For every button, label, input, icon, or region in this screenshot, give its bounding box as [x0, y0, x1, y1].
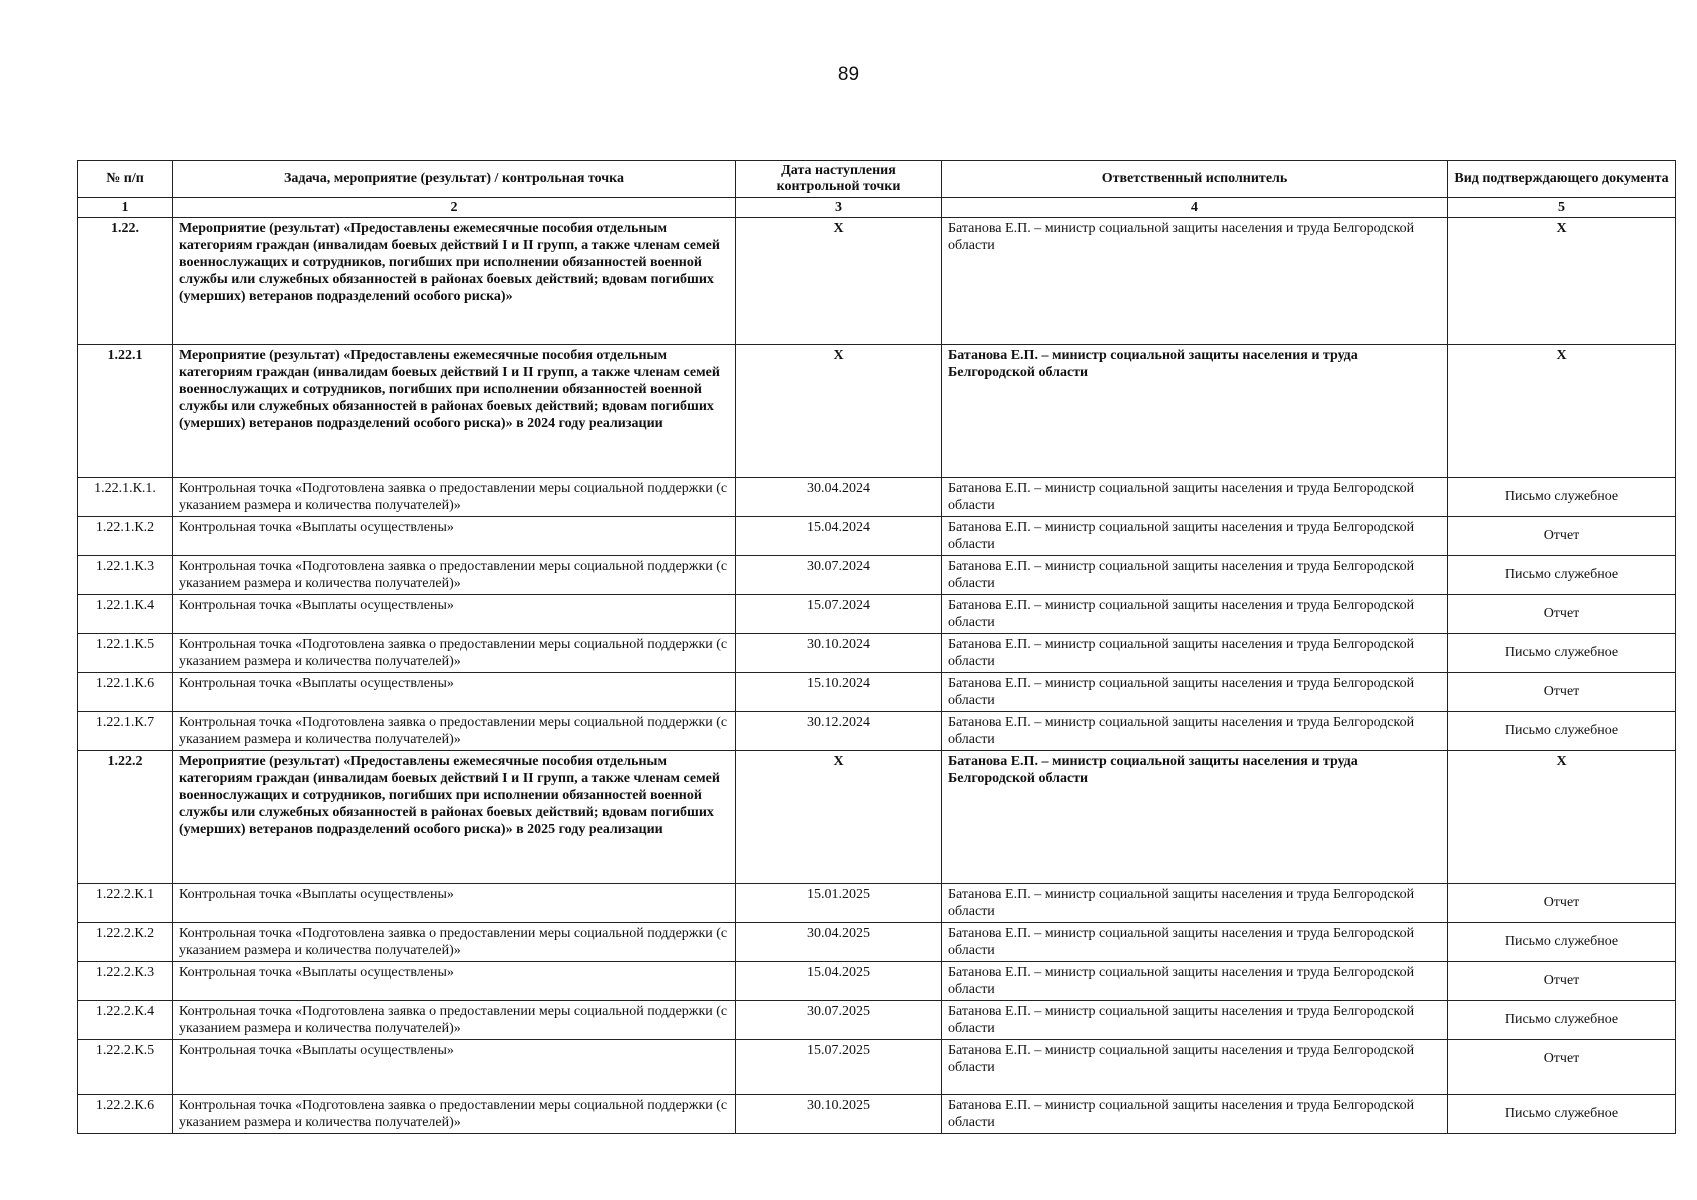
event-row — [78, 751, 1676, 884]
row-number-cell: 1.22.2.К.2 — [78, 923, 173, 962]
control-point-row — [78, 962, 1676, 1001]
control-point-row — [78, 923, 1676, 962]
row-task-cell: Контрольная точка «Подготовлена заявка о предоставлении меры социальной поддержки (с указанием размера и количества получателей)» — [173, 923, 736, 962]
row-document-cell — [1448, 634, 1676, 673]
control-point-row — [78, 1001, 1676, 1040]
row-task-cell: Контрольная точка «Выплаты осуществлены» — [173, 884, 736, 923]
document-type-label: Отчет — [1543, 528, 1580, 543]
header-date: Дата наступления контрольной точки — [736, 161, 942, 198]
control-point-row — [78, 634, 1676, 673]
row-task-cell: Контрольная точка «Выплаты осуществлены» — [173, 1040, 736, 1095]
document-type-label: Письмо служебное — [1504, 645, 1619, 660]
row-responsible-cell: Батанова Е.П. – министр социальной защиты населения и труда Белгородской области — [942, 673, 1448, 712]
row-document-cell — [1448, 884, 1676, 923]
row-responsible-cell: Батанова Е.П. – министр социальной защиты населения и труда Белгородской области — [942, 1001, 1448, 1040]
document-type-label: Отчет — [1543, 606, 1580, 621]
event-row — [78, 345, 1676, 478]
table-header-row — [78, 161, 1676, 198]
row-document-cell — [1448, 478, 1676, 517]
row-responsible-cell: Батанова Е.П. – министр социальной защиты населения и труда Белгородской области — [942, 923, 1448, 962]
row-document-cell — [1448, 595, 1676, 634]
control-points-table — [77, 160, 1676, 1134]
column-number: 1 — [78, 198, 173, 218]
row-responsible-cell: Батанова Е.П. – министр социальной защиты населения и труда Белгородской области — [942, 517, 1448, 556]
row-task-cell: Контрольная точка «Выплаты осуществлены» — [173, 962, 736, 1001]
row-responsible-cell: Батанова Е.П. – министр социальной защиты населения и труда Белгородской области — [942, 962, 1448, 1001]
row-task-cell: Контрольная точка «Подготовлена заявка о предоставлении меры социальной поддержки (с указанием размера и количества получателей)» — [173, 712, 736, 751]
row-date-cell: 30.04.2024 — [736, 478, 942, 517]
row-document-cell — [1448, 556, 1676, 595]
row-date-cell: 15.04.2024 — [736, 517, 942, 556]
header-document: Вид подтверждающего документа — [1448, 161, 1676, 198]
row-document-cell — [1448, 673, 1676, 712]
control-point-row — [78, 712, 1676, 751]
row-number-cell: 1.22.2.К.6 — [78, 1095, 173, 1134]
column-number: 2 — [173, 198, 736, 218]
row-number-cell: 1.22.2.К.5 — [78, 1040, 173, 1095]
document-type-label: Письмо служебное — [1504, 489, 1619, 504]
row-document-cell: X — [1448, 345, 1676, 478]
document-type-label: Отчет — [1543, 973, 1580, 988]
row-responsible-cell: Батанова Е.П. – министр социальной защиты населения и труда Белгородской области — [942, 1095, 1448, 1134]
document-type-label: Отчет — [1543, 1051, 1580, 1066]
row-task-cell: Контрольная точка «Подготовлена заявка о предоставлении меры социальной поддержки (с указанием размера и количества получателей)» — [173, 634, 736, 673]
row-responsible-cell: Батанова Е.П. – министр социальной защиты населения и труда Белгородской области — [942, 478, 1448, 517]
row-number-cell: 1.22.1.К.2 — [78, 517, 173, 556]
row-number-cell: 1.22. — [78, 218, 173, 345]
table-body — [78, 218, 1676, 1134]
column-number-row — [78, 198, 1676, 218]
row-document-cell — [1448, 1001, 1676, 1040]
control-point-row — [78, 1040, 1676, 1095]
row-task-cell: Мероприятие (результат) «Предоставлены ежемесячные пособия отдельным категориям граждан (инвалидам боевых действий I и II групп, а также членам семей военнослужащих и сотрудников, погибших при исполнении обязанностей военной службы или служебных обязанностей в районах боевых действий; вдовам погибших (умерших) ветеранов подразделений особого риска)» в 2025 году реализации — [173, 751, 736, 884]
row-number-cell: 1.22.1.К.4 — [78, 595, 173, 634]
row-date-cell: 30.12.2024 — [736, 712, 942, 751]
row-date-cell: 15.01.2025 — [736, 884, 942, 923]
row-date-cell: 30.10.2024 — [736, 634, 942, 673]
header-responsible: Ответственный исполнитель — [942, 161, 1448, 198]
row-responsible-cell: Батанова Е.П. – министр социальной защиты населения и труда Белгородской области — [942, 751, 1448, 884]
row-responsible-cell: Батанова Е.П. – министр социальной защиты населения и труда Белгородской области — [942, 712, 1448, 751]
control-point-row — [78, 517, 1676, 556]
row-number-cell: 1.22.1 — [78, 345, 173, 478]
row-responsible-cell: Батанова Е.П. – министр социальной защиты населения и труда Белгородской области — [942, 634, 1448, 673]
row-number-cell: 1.22.1.К.1. — [78, 478, 173, 517]
row-number-cell: 1.22.1.К.6 — [78, 673, 173, 712]
row-number-cell: 1.22.2.К.3 — [78, 962, 173, 1001]
row-responsible-cell: Батанова Е.П. – министр социальной защиты населения и труда Белгородской области — [942, 884, 1448, 923]
document-type-label: Письмо служебное — [1504, 934, 1619, 949]
control-point-row — [78, 1095, 1676, 1134]
row-date-cell: X — [736, 218, 942, 345]
row-number-cell: 1.22.2.К.1 — [78, 884, 173, 923]
row-document-cell — [1448, 1095, 1676, 1134]
row-date-cell: 30.07.2024 — [736, 556, 942, 595]
control-point-row — [78, 884, 1676, 923]
event-row — [78, 218, 1676, 345]
row-date-cell: 15.10.2024 — [736, 673, 942, 712]
row-number-cell: 1.22.1.К.3 — [78, 556, 173, 595]
row-document-cell — [1448, 517, 1676, 556]
row-task-cell: Контрольная точка «Выплаты осуществлены» — [173, 595, 736, 634]
row-responsible-cell: Батанова Е.П. – министр социальной защиты населения и труда Белгородской области — [942, 595, 1448, 634]
document-type-label: Письмо служебное — [1504, 1106, 1619, 1121]
control-point-row — [78, 556, 1676, 595]
row-task-cell: Контрольная точка «Выплаты осуществлены» — [173, 673, 736, 712]
document-type-label: Письмо служебное — [1504, 1012, 1619, 1027]
row-task-cell: Контрольная точка «Подготовлена заявка о предоставлении меры социальной поддержки (с указанием размера и количества получателей)» — [173, 1095, 736, 1134]
column-number: 3 — [736, 198, 942, 218]
page-number: 89 — [837, 64, 860, 85]
row-responsible-cell: Батанова Е.П. – министр социальной защиты населения и труда Белгородской области — [942, 345, 1448, 478]
row-document-cell: X — [1448, 751, 1676, 884]
row-task-cell: Мероприятие (результат) «Предоставлены ежемесячные пособия отдельным категориям граждан (инвалидам боевых действий I и II групп, а также членам семей военнослужащих и сотрудников, погибших при исполнении обязанностей военной службы или служебных обязанностей в районах боевых действий; вдовам погибших (умерших) ветеранов подразделений особого риска)» — [173, 218, 736, 345]
row-task-cell: Контрольная точка «Выплаты осуществлены» — [173, 517, 736, 556]
document-type-label: Отчет — [1543, 895, 1580, 910]
row-task-cell: Контрольная точка «Подготовлена заявка о предоставлении меры социальной поддержки (с указанием размера и количества получателей)» — [173, 556, 736, 595]
row-date-cell: 30.10.2025 — [736, 1095, 942, 1134]
row-number-cell: 1.22.1.К.5 — [78, 634, 173, 673]
row-task-cell: Контрольная точка «Подготовлена заявка о предоставлении меры социальной поддержки (с указанием размера и количества получателей)» — [173, 478, 736, 517]
row-responsible-cell: Батанова Е.П. – министр социальной защиты населения и труда Белгородской области — [942, 556, 1448, 595]
row-number-cell: 1.22.2 — [78, 751, 173, 884]
row-date-cell: 30.04.2025 — [736, 923, 942, 962]
header-task: Задача, мероприятие (результат) / контрольная точка — [173, 161, 736, 198]
document-type-label: Отчет — [1543, 684, 1580, 699]
row-document-cell — [1448, 962, 1676, 1001]
row-date-cell: 15.04.2025 — [736, 962, 942, 1001]
row-task-cell: Контрольная точка «Подготовлена заявка о предоставлении меры социальной поддержки (с указанием размера и количества получателей)» — [173, 1001, 736, 1040]
control-point-row — [78, 595, 1676, 634]
document-type-label: Письмо служебное — [1504, 723, 1619, 738]
row-date-cell: 15.07.2025 — [736, 1040, 942, 1095]
row-document-cell — [1448, 712, 1676, 751]
row-number-cell: 1.22.2.К.4 — [78, 1001, 173, 1040]
row-document-cell: X — [1448, 218, 1676, 345]
document-type-label: Письмо служебное — [1504, 567, 1619, 582]
row-date-cell: 30.07.2025 — [736, 1001, 942, 1040]
row-document-cell — [1448, 923, 1676, 962]
row-task-cell: Мероприятие (результат) «Предоставлены ежемесячные пособия отдельным категориям граждан (инвалидам боевых действий I и II групп, а также членам семей военнослужащих и сотрудников, погибших при исполнении обязанностей военной службы или служебных обязанностей в районах боевых действий; вдовам погибших (умерших) ветеранов подразделений особого риска)» в 2024 году реализации — [173, 345, 736, 478]
column-number: 5 — [1448, 198, 1676, 218]
row-responsible-cell: Батанова Е.П. – министр социальной защиты населения и труда Белгородской области — [942, 1040, 1448, 1095]
control-point-row — [78, 478, 1676, 517]
row-date-cell: 15.07.2024 — [736, 595, 942, 634]
row-date-cell: X — [736, 751, 942, 884]
row-number-cell: 1.22.1.К.7 — [78, 712, 173, 751]
row-date-cell: X — [736, 345, 942, 478]
column-number: 4 — [942, 198, 1448, 218]
row-document-cell — [1448, 1040, 1676, 1095]
control-point-row — [78, 673, 1676, 712]
row-responsible-cell: Батанова Е.П. – министр социальной защиты населения и труда Белгородской области — [942, 218, 1448, 345]
header-no: № п/п — [78, 161, 173, 198]
